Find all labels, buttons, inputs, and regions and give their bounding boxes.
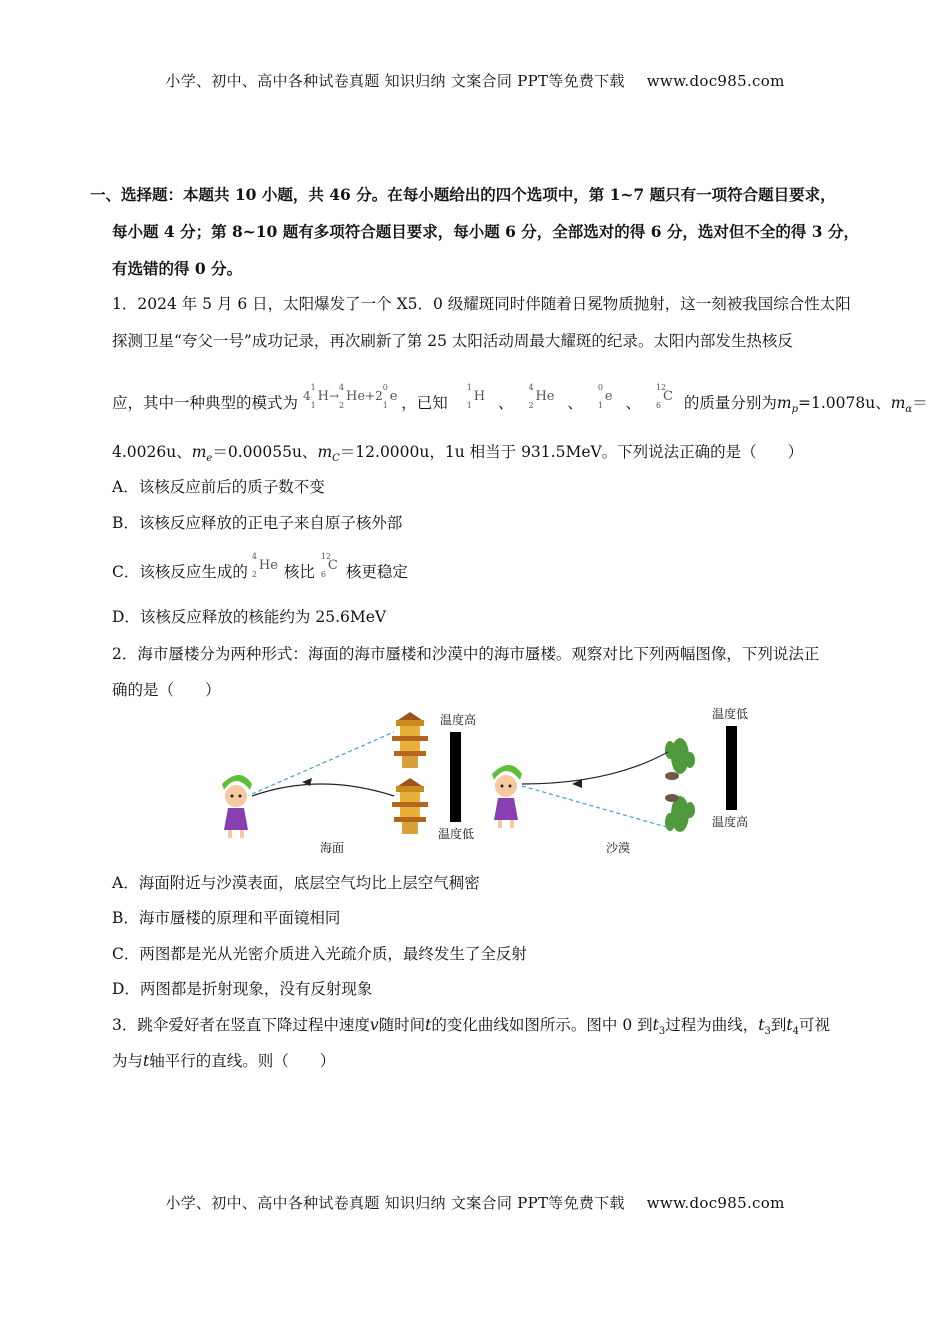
q1-option-a[interactable]: A．该核反应前后的质子数不变 [112, 478, 325, 496]
cactus-image-icon [665, 738, 695, 780]
q1-option-d[interactable]: D．该核反应释放的核能约为 25.6MeV [112, 608, 387, 626]
desert-temperature-bar [726, 726, 737, 810]
header-text: 小学、初中、高中各种试卷真题 知识归纳 文案合同 PPT等免费下载 [165, 72, 625, 90]
q1-line-3: 应，其中一种典型的模式为 $^{4 1 1 H\to 4 2 He+2 0 1 e}$ ，已知 1 1 H 、 4 2 He 、 0 1 e 、 12 6 C 的质量分别为$m_p=1.0078u$、$m_\alpha=$ [112, 383, 928, 416]
q2-line-2: 确的是（ ） [112, 681, 221, 699]
header-url[interactable]: www.doc985.com [646, 72, 785, 90]
cactus-object-icon [665, 794, 695, 832]
q2-option-b[interactable]: B．海市蜃楼的原理和平面镜相同 [112, 909, 341, 927]
q2-line-1: 2．海市蜃楼分为两种形式：海面的海市蜃楼和沙漠中的海市蜃楼。观察对比下列两幅图像，下列说法正 [112, 645, 820, 663]
desert-label-top: 温度低 [712, 707, 749, 721]
footer-text: 小学、初中、高中各种试卷真题 知识归纳 文案合同 PPT等免费下载 [165, 1194, 625, 1212]
q1-line-1: 1．2024 年 5 月 6 日，太阳爆发了一个 X5．0 级耀斑同时伴随着日冕物质抛射，这一刻被我国综合性太阳 [112, 295, 851, 313]
desert-label-bottom: 温度高 [712, 815, 749, 829]
nuclide-C-c: 12 6 C [320, 552, 338, 579]
page-footer [0, 1192, 950, 1213]
nuclide-C: 12 6 C [655, 383, 673, 410]
q2-option-c[interactable]: C．两图都是光从光密介质进入光疏介质，最终发生了全反射 [112, 945, 527, 963]
nuclide-H: 1 1 H [466, 383, 486, 410]
section-line-1: 一、选择题：本题共 10 小题，共 46 分。在每小题给出的四个选项中，第 1~7 题只有一项符合题目要求， [90, 185, 836, 204]
nuclide-e: 0 1 e [597, 383, 613, 410]
section-line-3: 有选错的得 0 分。 [112, 259, 243, 278]
q1-text-known: ，已知 [401, 394, 448, 412]
mirage-figure [210, 700, 770, 860]
sea-label-bottom: 温度低 [438, 827, 475, 841]
footer-url[interactable]: www.doc985.com [646, 1194, 785, 1212]
tower-object-icon [392, 778, 428, 834]
section-line-2: 每小题 4 分；第 8~10 题有多项符合题目要求，每小题 6 分，全部选对的得 6 分，选对但不全的得 3 分， [112, 222, 859, 241]
desert-caption: 沙漠 [606, 841, 631, 855]
nuclide-He-c: 4 2 He [251, 552, 278, 579]
sea-label-top: 温度高 [440, 713, 477, 727]
observer-girl-icon [492, 765, 522, 828]
fusion-equation: 4 1 1 H→ 4 2 He+2 0 1 e [302, 383, 398, 410]
q3-line-2: 为与t轴平行的直线。则（ ） [112, 1052, 336, 1070]
q1-option-c[interactable]: C．该核反应生成的 4 2 He 核比 12 6 C 核更稳定 [112, 552, 408, 581]
tower-image-icon [392, 712, 428, 768]
sea-temperature-bar [450, 732, 461, 822]
nuclide-He: 4 2 He [528, 383, 555, 410]
q1-option-b[interactable]: B．该核反应释放的正电子来自原子核外部 [112, 514, 403, 532]
q1-text-mode: 应，其中一种典型的模式为 [112, 394, 299, 412]
sea-scene [222, 712, 476, 855]
q1-line-4: 4.0026u、$m_e=0.00055u$、$m_C=12.0000u$，1u 相当于 931.5MeV。下列说法正确的是（ ） [112, 443, 804, 465]
sea-caption: 海面 [320, 841, 345, 855]
q2-option-d[interactable]: D．两图都是折射现象，没有反射现象 [112, 980, 373, 998]
q1-line-2: 探测卫星“夸父一号”成功记录，再次刷新了第 25 太阳活动周最大耀斑的纪录。太阳内部发生热核反 [112, 332, 793, 350]
q2-option-a[interactable]: A．海面附近与沙漠表面，底层空气均比上层空气稠密 [112, 874, 480, 892]
page-header [0, 70, 950, 91]
desert-scene [492, 706, 748, 855]
q1-text-mass: 的质量分别为 [683, 394, 777, 412]
observer-girl-icon [222, 775, 252, 838]
q3-line-1: 3．跳伞爱好者在竖直下降过程中速度v随时间t的变化曲线如图所示。图中 0 到$t_3$过程为曲线，$t_3$到$t_4$可视 [112, 1016, 830, 1038]
